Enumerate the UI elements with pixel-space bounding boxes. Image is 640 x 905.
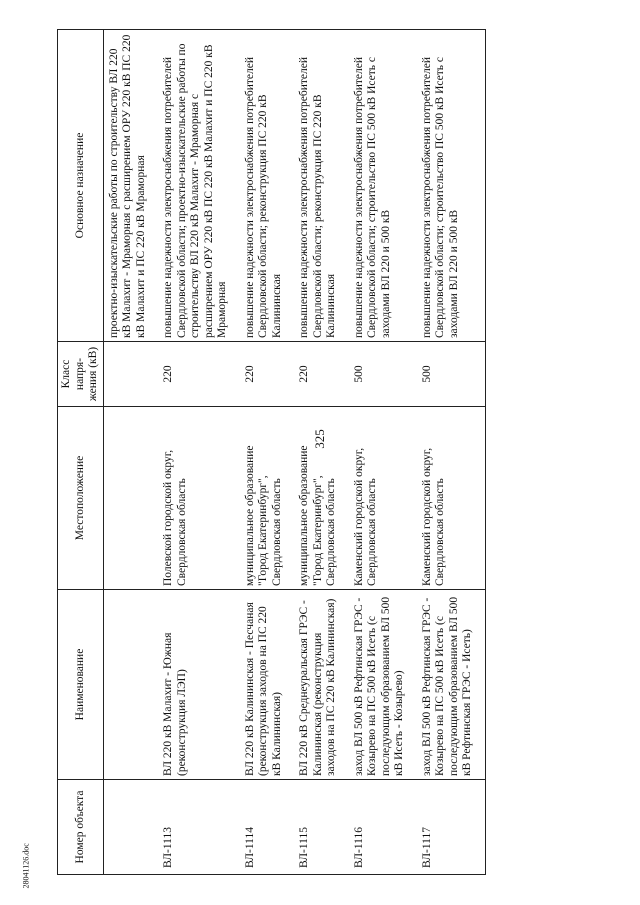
header-location: Местоположение (58, 407, 104, 590)
cell-voltage: 500 (417, 342, 486, 407)
cell-number: ВЛ-1116 (349, 780, 417, 875)
cell-location: муниципальное образование "Город Екатеринбург", Свердловская область (294, 407, 349, 590)
cell-location: муниципальное образование "Город Екатеринбург", Свердловская область (240, 407, 295, 590)
cell-purpose: повышение надежности электроснабжения потребителей Свердловской области; строительство ПС 500 кВ Исеть с заходами ВЛ 220 и 500 кВ (349, 30, 417, 342)
table-row (417, 30, 486, 875)
cell-name: заход ВЛ 500 кВ Рефтинская ГРЭС - Козырево на ПС 500 кВ Исеть (с последующим образованием ВЛ 500 кВ Рефтинская ГРЭС - Исеть) (417, 590, 486, 780)
table-row (294, 30, 349, 875)
cell-purpose: повышение надежности электроснабжения потребителей Свердловской области; проектно-изыскательские работы по строительству ВЛ 220 кВ Малахит - Мраморная с расширением ОРУ 220 кВ ПС 220 кВ Малахит и ПС 220 кВ Мраморная (158, 30, 240, 342)
cell-name (103, 590, 158, 780)
cell-name: заход ВЛ 500 кВ Рефтинская ГРЭС - Козырево на ПС 500 кВ Исеть (с последующим образованием ВЛ 500 кВ Исеть - Козырево) (349, 590, 417, 780)
cell-name: ВЛ 220 кВ Малахит - Южная (реконструкция ЛЭП) (158, 590, 240, 780)
cell-number (103, 780, 158, 875)
cell-number: ВЛ-1113 (158, 780, 240, 875)
table-row (240, 30, 295, 875)
table-row (103, 30, 158, 875)
cell-location (103, 407, 158, 590)
cell-name: ВЛ 220 кВ Калининская - Песчаная (реконструкция заходов на ПС 220 кВ Калининская) (240, 590, 295, 780)
cell-number: ВЛ-1117 (417, 780, 486, 875)
cell-purpose: проектно-изыскательские работы по строительству ВЛ 220 кВ Малахит - Мраморная с расширением ОРУ 220 кВ ПС 220 кВ Малахит и ПС 220 кВ Мраморная (103, 30, 158, 342)
cell-purpose: повышение надежности электроснабжения потребителей Свердловской области; реконструкция ПС 220 кВ Калининская (294, 30, 349, 342)
table-header-row (58, 30, 104, 875)
header-number: Номер объекта (58, 780, 104, 875)
cell-location: Полевской городской округ, Свердловская область (158, 407, 240, 590)
cell-number: ВЛ-1114 (240, 780, 295, 875)
table-row (349, 30, 417, 875)
cell-location: Каменский городской округ, Свердловская область (349, 407, 417, 590)
page-number: 325 (312, 429, 327, 449)
cell-location: Каменский городской округ, Свердловская область (417, 407, 486, 590)
cell-number: ВЛ-1115 (294, 780, 349, 875)
header-voltage: Класс напря-жения (кВ) (58, 342, 104, 407)
objects-table (57, 29, 486, 875)
cell-purpose: повышение надежности электроснабжения потребителей Свердловской области; строительство ПС 500 кВ Исеть с заходами ВЛ 220 и 500 кВ (417, 30, 486, 342)
cell-purpose: повышение надежности электроснабжения потребителей Свердловской области; реконструкция ПС 220 кВ Калининская (240, 30, 295, 342)
table-row (158, 30, 240, 875)
cell-voltage: 500 (349, 342, 417, 407)
rotated-table-wrapper (57, 30, 607, 875)
cell-voltage: 220 (240, 342, 295, 407)
header-purpose: Основное назначение (58, 30, 104, 342)
cell-name: ВЛ 220 кВ Среднеуральская ГРЭС - Калининская (реконструкция заходов на ПС 220 кВ Калининская) (294, 590, 349, 780)
cell-voltage: 220 (294, 342, 349, 407)
header-name: Наименование (58, 590, 104, 780)
document-footer: 28041126.doc (21, 843, 31, 889)
cell-voltage: 220 (158, 342, 240, 407)
cell-voltage (103, 342, 158, 407)
